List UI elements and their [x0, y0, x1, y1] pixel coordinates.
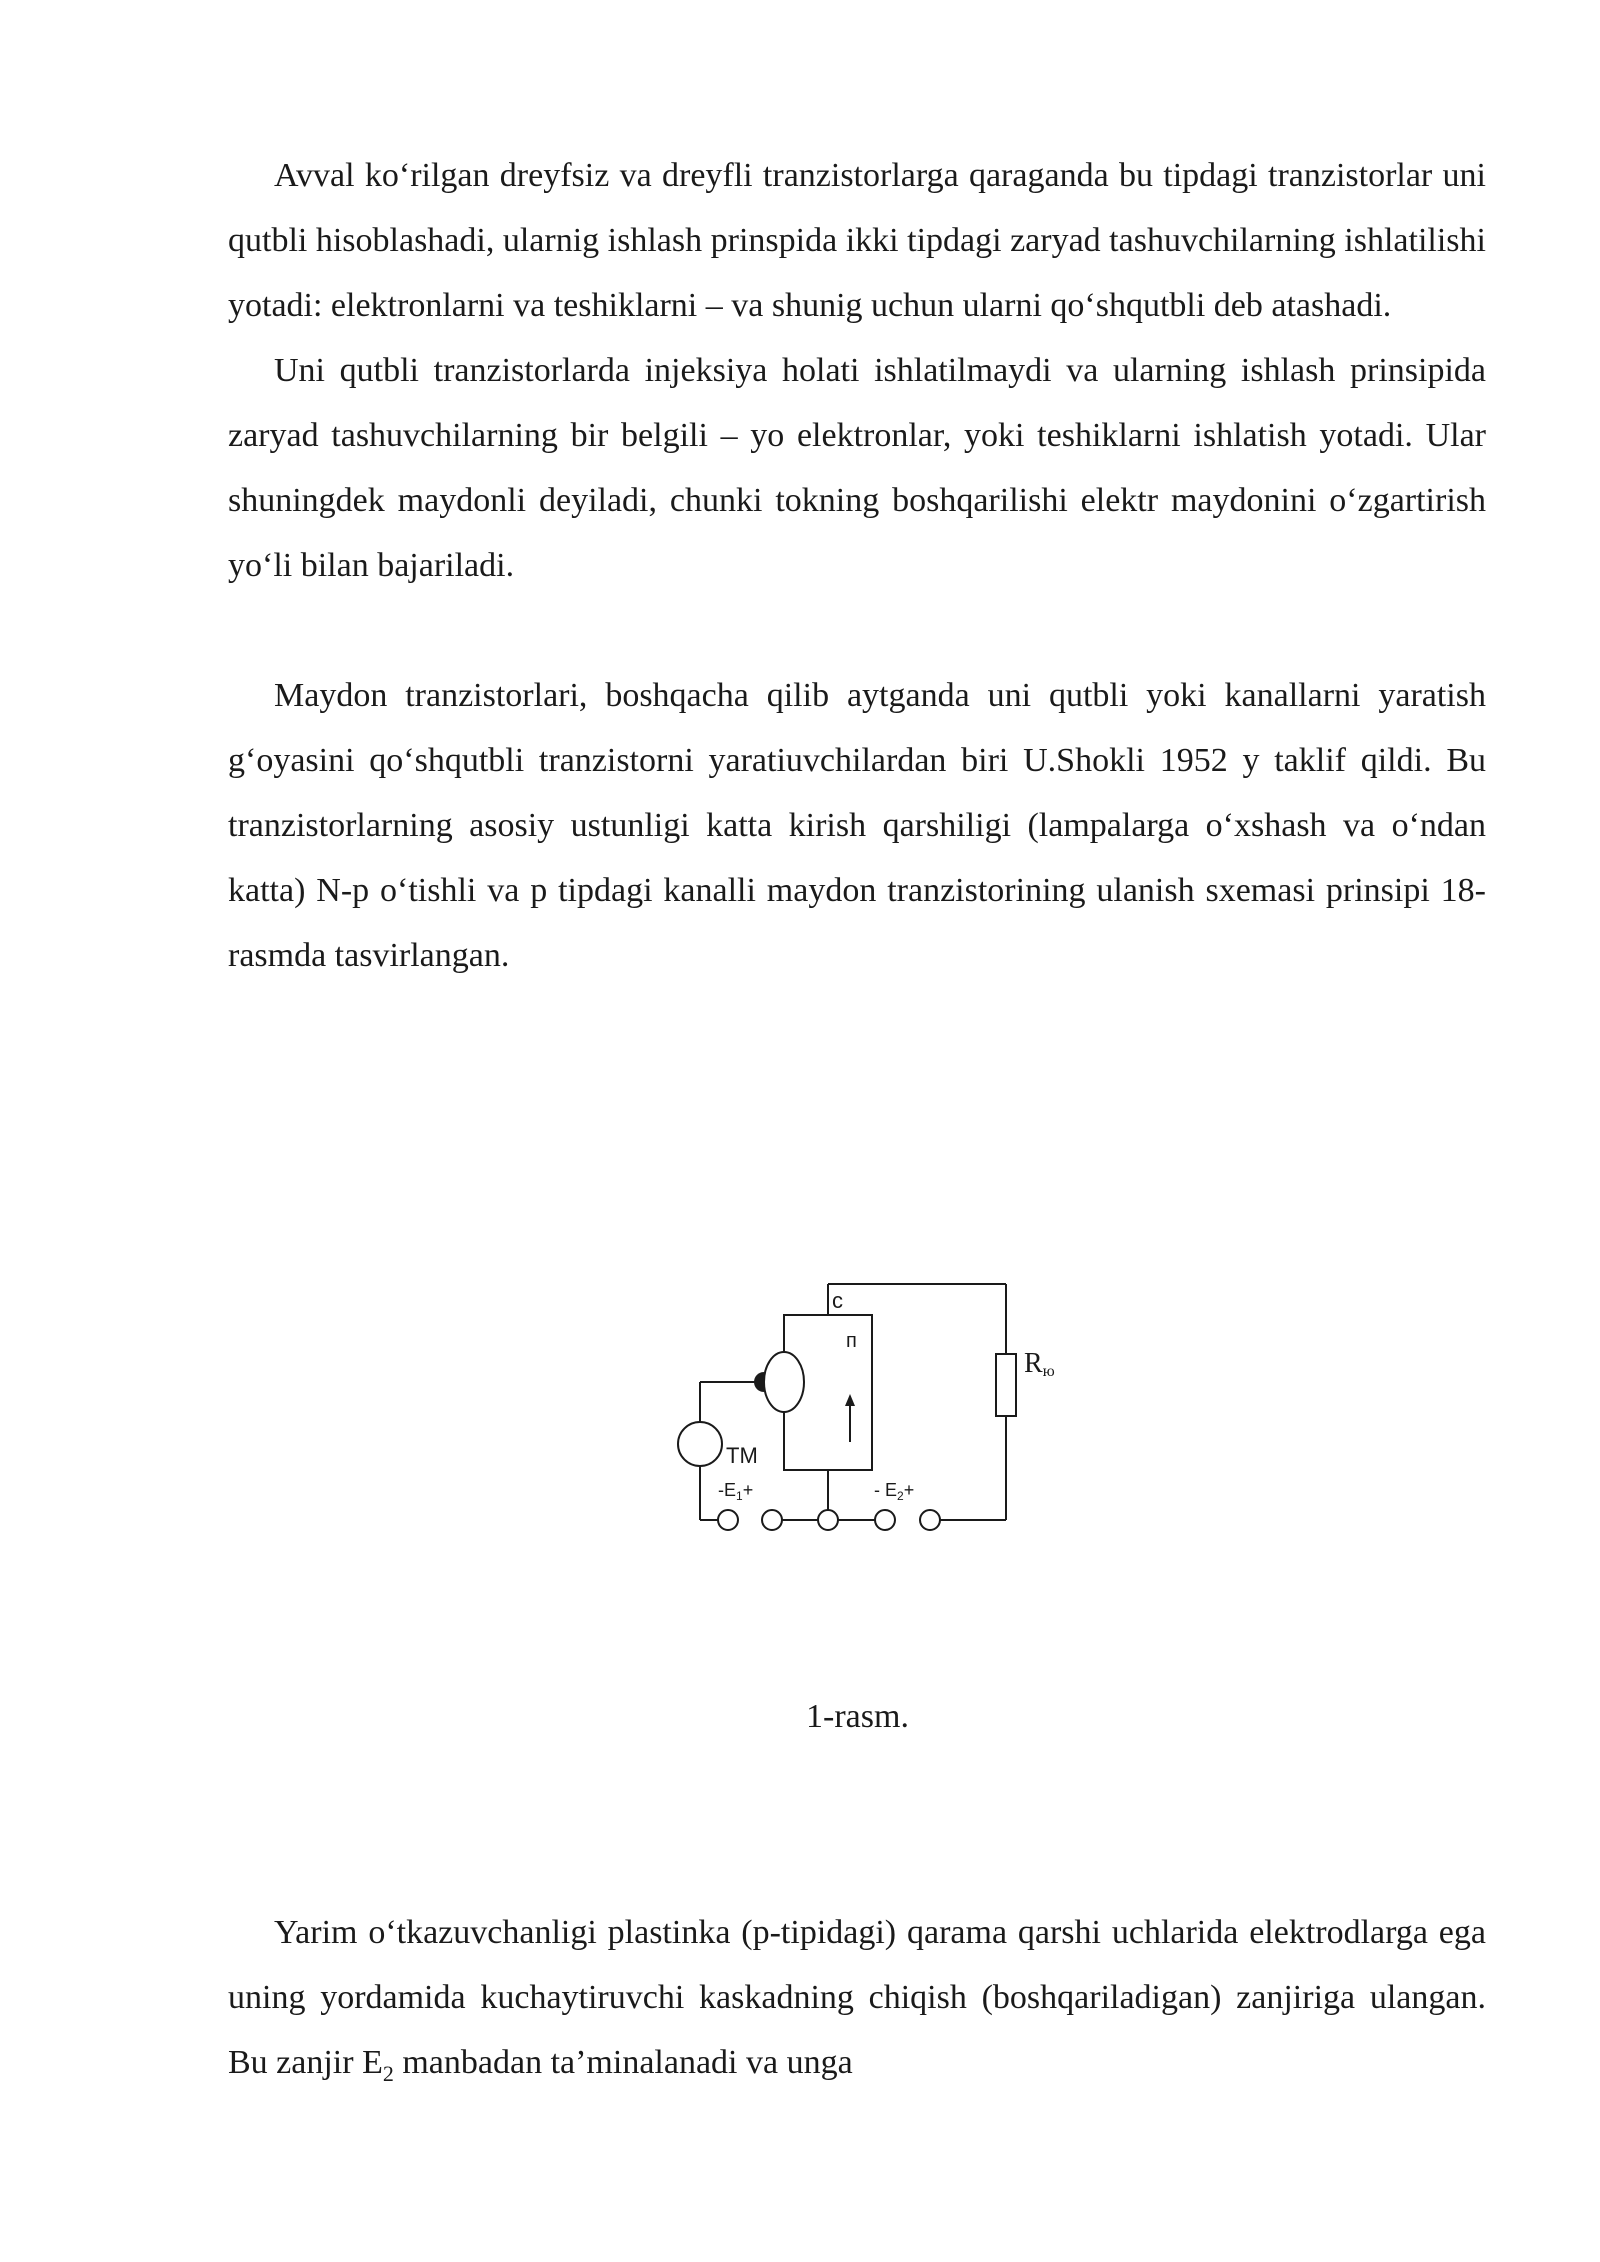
gate-contact [754, 1372, 764, 1392]
label-r-sub: ю [1042, 1363, 1055, 1380]
label-tm: ТМ [726, 1443, 758, 1468]
arrow-head [845, 1394, 855, 1406]
label-e1-plus: + [742, 1480, 754, 1500]
paragraph-4 [228, 1900, 1486, 2095]
label-e1 [718, 1480, 753, 1503]
terminal-3 [818, 1510, 838, 1530]
document-body [228, 143, 1486, 988]
paragraph-4-text: Yarim o‘tkazuvchanligi plastinka (p-tipidagi) qarama qarshi uchlarida elektrodlarga ega uning yordamida kuchaytiruvchi kaskadning chiqish (boshqariladigan) zanjiriga ulangan. Bu zanjir E [228, 1914, 1486, 2081]
terminal-2 [762, 1510, 782, 1530]
label-e2-plus: + [903, 1480, 915, 1500]
label-e1-sub: 1 [736, 1489, 743, 1503]
paragraph-1: Avval ko‘rilgan dreyfsiz va dreyfli tranzistorlarga qaraganda bu tipdagi tranzistorlar uni qutbli hisoblashadi, ularnig ishlash prinspida ikki tipdagi zaryad tashuvchilarning ishlatilishi yotadi: elektronlarni va teshiklarni – va shunig uchun ularni qo‘shqutbli deb atashadi. [228, 157, 1486, 324]
terminal-4 [875, 1510, 895, 1530]
figure-caption: 1-rasm. [806, 1698, 909, 1735]
circuit-diagram [660, 1270, 1100, 1540]
paragraph-2: Uni qutbli tranzistorlarda injeksiya holati ishlatilmaydi va ularning ishlash prinsipida zaryad tashuvchilarning bir belgili – yo elektronlar, yoki teshiklarni ishlatish yotadi. Ular shuningdek maydonli deyiladi, chunki tokning boshqarilishi elektr maydonini o‘zgartirish yo‘li bilan bajariladi. [228, 352, 1486, 584]
load-resistor [996, 1354, 1016, 1416]
bottom-text-block [228, 1900, 1486, 2095]
label-p: п [846, 1330, 857, 1352]
label-e1-main: -E [718, 1480, 736, 1500]
label-e2 [874, 1480, 914, 1503]
paragraph-3: Maydon tranzistorlari, boshqacha qilib aytganda uni qutbli yoki kanallarni yaratish g‘oyasini qo‘shqutbli tranzistorni yaratiuvchilardan biri U.Shokli 1952 y taklif qildi. Bu tranzistorlarning asosiy ustunligi katta kirish qarshiligi (lampalarga o‘xshash va o‘ndan katta) N-p o‘tishli va p tipdagi kanalli maydon tranzistorining ulanish sxemasi prinsipi 18-rasmda tasvirlangan. [228, 677, 1486, 974]
label-e2-main: - E [874, 1480, 898, 1500]
gate-oval [764, 1352, 804, 1412]
label-e2-sub: 2 [897, 1489, 904, 1503]
label-r-main: R [1024, 1348, 1043, 1379]
signal-source [678, 1422, 722, 1466]
terminal-1 [718, 1510, 738, 1530]
label-r [1024, 1348, 1055, 1380]
label-c: с [832, 1288, 843, 1313]
paragraph-4-text-end: manbadan ta’minalanadi va unga [393, 2044, 853, 2081]
terminal-5 [920, 1510, 940, 1530]
paragraph-4-subscript: 2 [382, 2060, 394, 2086]
